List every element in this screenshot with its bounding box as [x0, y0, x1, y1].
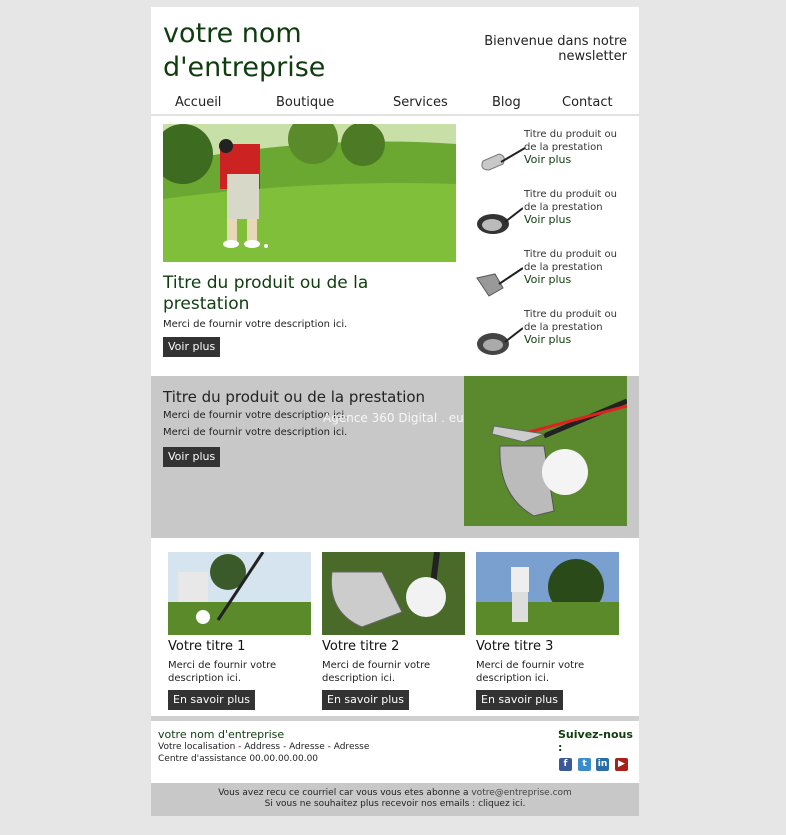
youtube-icon[interactable]: ▶: [615, 758, 628, 771]
golf-driver-image: [473, 196, 523, 241]
hero-title: [163, 273, 368, 315]
column-3-title: Votre titre 3: [476, 639, 554, 654]
side-product-title-line1: Titre du produit ou: [524, 249, 617, 260]
welcome-line1: Bienvenue dans notre: [484, 34, 627, 49]
column-1-image: [168, 552, 311, 635]
column-3-image: [476, 552, 619, 635]
unsubscribe-link[interactable]: Si vous ne souhaitez plus recevoir nos emails : cliquez ici.: [264, 799, 526, 809]
column-2-desc-line2: description ici.: [322, 673, 396, 684]
footer-divider: [151, 716, 639, 721]
side-product-title-line2: de la prestation: [524, 262, 603, 273]
feature-title: Titre du produit ou de la prestation: [163, 388, 426, 406]
golf-ball-club-image: [464, 376, 627, 526]
side-product-title: [524, 308, 617, 334]
welcome-text: [484, 34, 627, 64]
footer-company-name: votre nom d'entreprise: [158, 728, 285, 741]
side-product-voir-plus-link[interactable]: Voir plus: [524, 333, 572, 346]
nav-blog[interactable]: Blog: [492, 95, 521, 110]
unsubscribe-band: [151, 783, 639, 816]
column-1-description: [168, 659, 276, 685]
column-3-description: [476, 659, 584, 685]
twitter-icon[interactable]: t: [578, 758, 591, 771]
side-product-title-line1: Titre du produit ou: [524, 309, 617, 320]
side-product-voir-plus-link[interactable]: Voir plus: [524, 273, 572, 286]
follow-us-line1: Suivez-nous: [558, 728, 633, 741]
column-1-title: Votre titre 1: [168, 639, 246, 654]
side-product-title: [524, 128, 617, 154]
follow-us-line2: :: [558, 741, 563, 754]
subscription-text: Vous avez recu ce courriel car vous vous etes abonne a: [218, 788, 472, 798]
column-1-desc-line1: Merci de fournir votre: [168, 660, 277, 671]
feature-section: [151, 376, 639, 538]
golf-iron-image: [473, 256, 523, 301]
column-2-image: [322, 552, 465, 635]
hero-voir-plus-button[interactable]: Voir plus: [163, 337, 220, 357]
hero-title-line2: prestation: [163, 294, 250, 314]
side-product-voir-plus-link[interactable]: Voir plus: [524, 153, 572, 166]
hero-title-line1: Titre du produit ou de la: [163, 273, 369, 293]
feature-description-1: Merci de fournir votre description ici.: [163, 410, 348, 421]
nav-contact[interactable]: Contact: [562, 95, 613, 110]
column-2-description: [322, 659, 430, 685]
golf-club-image: [475, 136, 525, 181]
hero-golf-image: [163, 124, 456, 262]
subscription-notice: [151, 788, 639, 799]
company-name-title: [163, 17, 325, 85]
nav-accueil[interactable]: Accueil: [175, 95, 222, 110]
footer-support: Centre d'assistance 00.00.00.00.00: [158, 754, 319, 764]
column-2-desc-line1: Merci de fournir votre: [322, 660, 431, 671]
subscriber-email-link[interactable]: votre@entreprise.com: [471, 788, 572, 798]
side-product-title: [524, 248, 617, 274]
column-1-desc-line2: description ici.: [168, 673, 242, 684]
feature-voir-plus-button[interactable]: Voir plus: [163, 447, 220, 467]
company-name-line2: d'entreprise: [163, 52, 326, 83]
side-product-title-line1: Titre du produit ou: [524, 129, 617, 140]
column-2-title: Votre titre 2: [322, 639, 400, 654]
facebook-icon[interactable]: f: [559, 758, 572, 771]
three-columns: [151, 538, 639, 716]
column-2-en-savoir-plus-button[interactable]: En savoir plus: [322, 690, 409, 710]
newsletter-page: [151, 7, 639, 816]
nav-services[interactable]: Services: [393, 95, 448, 110]
side-product-title-line1: Titre du produit ou: [524, 189, 617, 200]
side-product-title-line2: de la prestation: [524, 142, 603, 153]
hero-description: Merci de fournir votre description ici.: [163, 319, 348, 330]
side-product-title: [524, 188, 617, 214]
column-3-en-savoir-plus-button[interactable]: En savoir plus: [476, 690, 563, 710]
column-3-desc-line1: Merci de fournir votre: [476, 660, 585, 671]
watermark-text: Agence 360 Digital . eu: [323, 411, 464, 425]
footer-address: Votre localisation - Address - Adresse - Adresse: [158, 742, 370, 752]
nav-boutique[interactable]: Boutique: [276, 95, 335, 110]
side-product-title-line2: de la prestation: [524, 202, 603, 213]
linkedin-icon[interactable]: in: [597, 759, 608, 769]
column-3-desc-line2: description ici.: [476, 673, 550, 684]
side-product-title-line2: de la prestation: [524, 322, 603, 333]
side-product-voir-plus-link[interactable]: Voir plus: [524, 213, 572, 226]
golf-wood-image: [473, 316, 523, 361]
side-products-list: [469, 124, 639, 364]
column-1-en-savoir-plus-button[interactable]: En savoir plus: [168, 690, 255, 710]
footer-address-block: [158, 741, 369, 765]
nav-divider: [151, 114, 639, 116]
follow-us-label: [558, 728, 633, 754]
welcome-line2: newsletter: [558, 49, 627, 64]
feature-description-2: Merci de fournir votre description ici.: [163, 427, 348, 438]
company-name-line1: votre nom: [163, 18, 302, 49]
